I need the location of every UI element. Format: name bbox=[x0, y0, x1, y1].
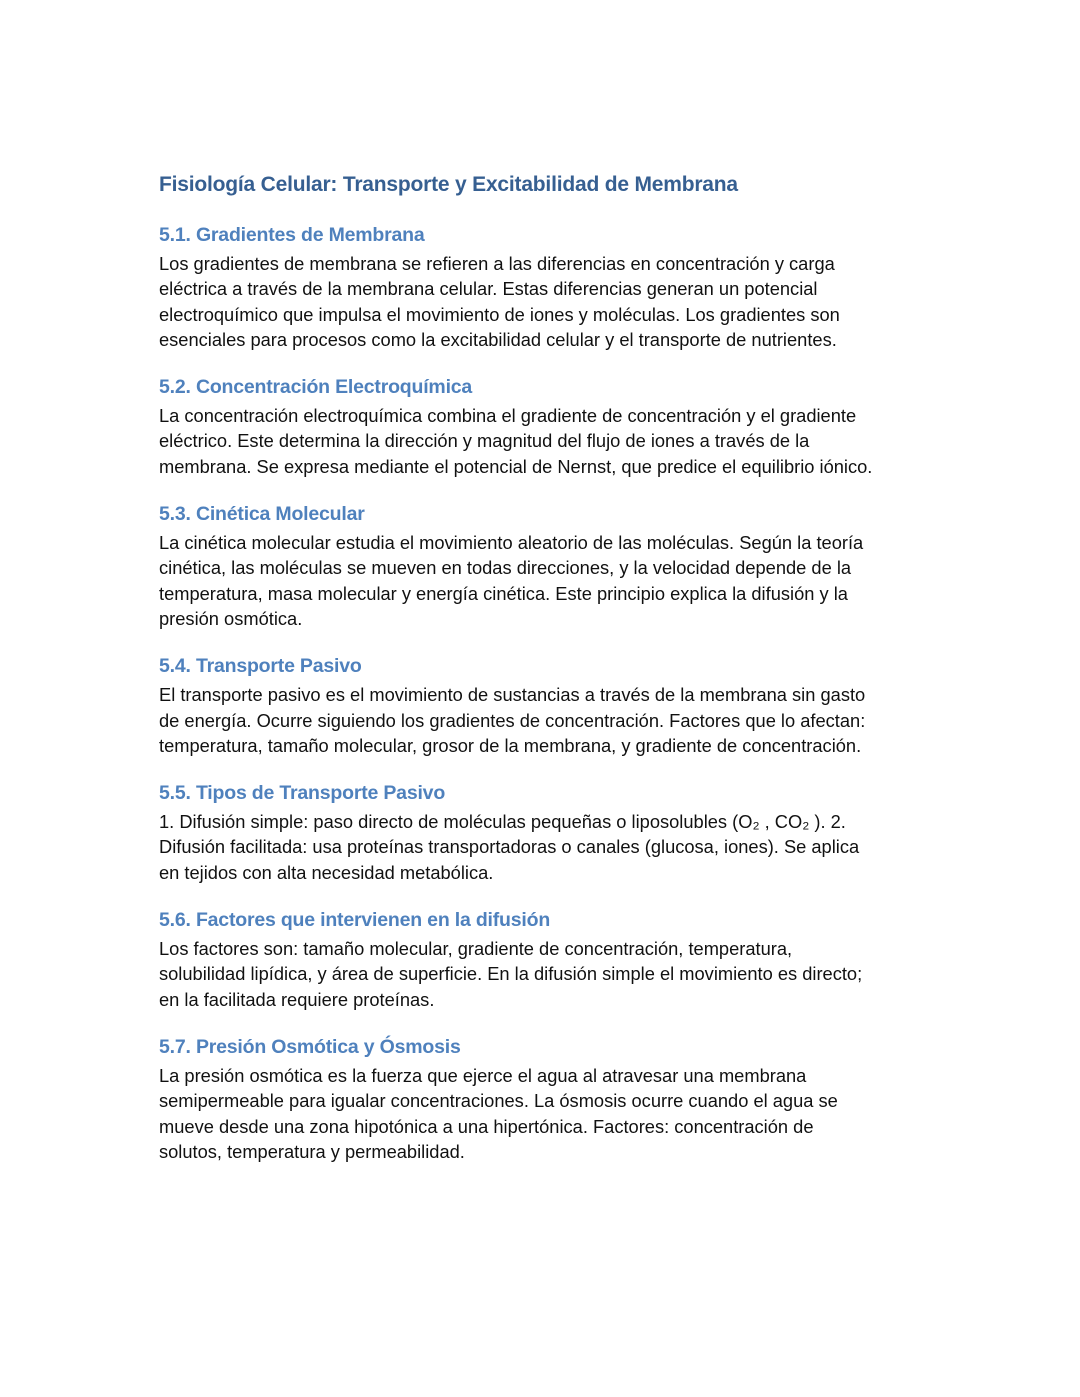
paragraph-line: mueve desde una zona hipotónica a una hipertónica. Factores: concentración de bbox=[159, 1115, 814, 1137]
section-heading: 5.6. Factores que intervienen en la difusión bbox=[159, 909, 551, 932]
paragraph-line: 1. Difusión simple: paso directo de moléculas pequeñas o liposolubles (O₂ , CO₂ ). 2. bbox=[159, 811, 846, 833]
paragraph-line: Los gradientes de membrana se refieren a las diferencias en concentración y carga bbox=[159, 253, 835, 274]
paragraph-line: solubilidad lipídica, y área de superficie. En la difusión simple el movimiento es directo; bbox=[159, 963, 863, 985]
paragraph-line: Difusión facilitada: usa proteínas transportadoras o canales (glucosa, iones). Se aplica bbox=[159, 836, 860, 858]
document-page bbox=[159, 170, 939, 1185]
section-heading: 5.5. Tipos de Transporte Pasivo bbox=[159, 782, 446, 805]
section bbox=[159, 500, 939, 631]
paragraph-line: eléctrico. Este determina la dirección y magnitud del flujo de iones a través de la bbox=[159, 430, 810, 452]
paragraph-line: temperatura, tamaño molecular, grosor de la membrana, y gradiente de concentración. bbox=[159, 734, 862, 756]
section-heading: 5.7. Presión Osmótica y Ósmosis bbox=[159, 1035, 461, 1058]
sections bbox=[159, 221, 939, 1164]
paragraph-line: El transporte pasivo es el movimiento de sustancias a través de la membrana sin gasto bbox=[159, 684, 866, 706]
paragraph-line: esenciales para procesos como la excitabilidad celular y el transporte de nutrientes. bbox=[159, 328, 837, 350]
document-title: Fisiología Celular: Transporte y Excitabilidad de Membrana bbox=[159, 173, 738, 196]
paragraph-line: La presión osmótica es la fuerza que ejerce el agua al atravesar una membrana bbox=[159, 1064, 807, 1086]
paragraph-line: electroquímico que impulsa el movimiento de iones y moléculas. Los gradientes son bbox=[159, 303, 840, 325]
section-heading: 5.3. Cinética Molecular bbox=[159, 503, 365, 526]
paragraph-line: semipermeable para igualar concentraciones. La ósmosis ocurre cuando el agua se bbox=[159, 1090, 838, 1112]
paragraph-line: membrana. Se expresa mediante el potencial de Nernst, que predice el equilibrio iónico. bbox=[159, 455, 873, 477]
paragraph-line: presión osmótica. bbox=[159, 607, 303, 629]
paragraph-line: en la facilitada requiere proteínas. bbox=[159, 988, 435, 1010]
section bbox=[159, 1033, 939, 1164]
paragraph-line: Los factores son: tamaño molecular, gradiente de concentración, temperatura, bbox=[159, 938, 793, 960]
paragraph-line: de energía. Ocurre siguiendo los gradientes de concentración. Factores que lo afectan: bbox=[159, 709, 866, 731]
section-heading: 5.4. Transporte Pasivo bbox=[159, 655, 362, 678]
section bbox=[159, 906, 939, 1012]
section bbox=[159, 652, 939, 758]
paragraph-line: cinética, las moléculas se mueven en todas direcciones, y la velocidad depende de la bbox=[159, 557, 852, 579]
paragraph-line: La concentración electroquímica combina el gradiente de concentración y el gradiente bbox=[159, 405, 857, 427]
paragraph-line: La cinética molecular estudia el movimiento aleatorio de las moléculas. Según la teoría bbox=[159, 532, 864, 554]
section-heading: 5.1. Gradientes de Membrana bbox=[159, 224, 425, 246]
section-heading: 5.2. Concentración Electroquímica bbox=[159, 376, 473, 399]
section bbox=[159, 221, 939, 352]
paragraph-line: temperatura, masa molecular y energía cinética. Este principio explica la difusión y la bbox=[159, 582, 848, 604]
section bbox=[159, 779, 939, 885]
paragraph-line: eléctrica a través de la membrana celular. Estas diferencias generan un potencial bbox=[159, 278, 818, 300]
paragraph-line: en tejidos con alta necesidad metabólica. bbox=[159, 861, 494, 883]
section bbox=[159, 373, 939, 479]
paragraph-line: solutos, temperatura y permeabilidad. bbox=[159, 1140, 465, 1162]
